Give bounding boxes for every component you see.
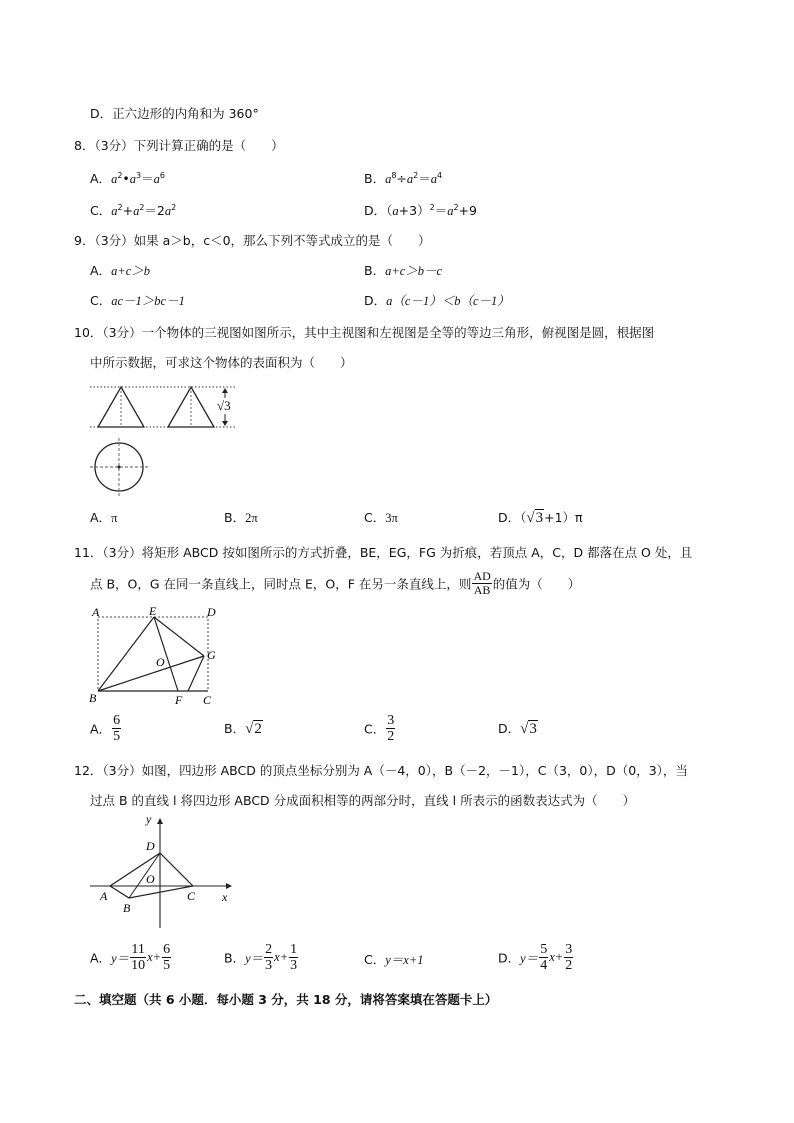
label-b: B [89, 691, 97, 705]
label-o: O [146, 872, 155, 886]
q9-option-d: D．a（c－1）＜b（c－1） [364, 293, 510, 308]
label-c: C [187, 889, 196, 903]
dimension-arrow-down [222, 421, 228, 426]
label-y: y [146, 814, 152, 826]
label-f: F [175, 693, 183, 707]
crease-eg [154, 617, 204, 656]
label-x: x [222, 890, 228, 904]
q10-option-b: B．2π [224, 510, 258, 525]
q8-option-d: D．$(a+3)^2=a^2+9$ [364, 203, 477, 218]
q9-option-c: C．ac－1＞bc－1 [90, 293, 185, 308]
q9-option-a: A．a+c＞b [90, 263, 151, 278]
y-axis-arrow [157, 818, 163, 824]
rectangle-abcd [98, 617, 208, 691]
q12-coordinate-figure [86, 814, 236, 932]
label-o: O [156, 655, 165, 669]
label-c: C [203, 693, 212, 707]
q11-stem-line2: 点 B，O，G 在同一条直线上，同时点 E，O，F 在另一条直线上，则 $\frac{AD}{AB}$ 的值为（ ） [90, 569, 581, 597]
label-d: D [146, 839, 155, 853]
top-view-center [118, 466, 121, 469]
q11-option-a: A． $\frac{6}{5}$ [90, 713, 121, 744]
q12-option-d: D．y＝ $\frac{5}{4}$ x+ $\frac{3}{2}$ [498, 942, 573, 973]
x-axis-arrow [226, 883, 232, 889]
q12-option-c: C．y＝x+1 [364, 952, 424, 967]
label-e: E [149, 606, 157, 618]
q10-option-a: A．π [90, 510, 118, 525]
label-g: G [207, 648, 216, 662]
q10-stem-line2: 中所示数据，可求这个物体的表面积为（ ） [90, 355, 353, 370]
q11-option-d: D．√3 [498, 721, 537, 737]
label-b: B [123, 901, 131, 915]
q10-stem-line1: 10．（3分）一个物体的三视图如图所示，其中主视图和左视图是全等的等边三角形，俯视图是圆，根据图 [74, 325, 655, 340]
q10-option-c: C．3π [364, 510, 398, 525]
q9-stem: 9．（3分）如果 a＞b，c＜0，那么下列不等式成立的是（ ） [74, 233, 431, 248]
line-bg [98, 656, 204, 691]
label-a: A [92, 606, 100, 619]
q9-option-b: B．a+c＞b－c [364, 263, 443, 278]
dimension-arrow-up [222, 388, 228, 393]
q10-dimension-label: √3 [217, 398, 231, 413]
q12-stem-line2: 过点 B 的直线 l 将四边形 ABCD 分成面积相等的两部分时，直线 l 所表示的函数表达式为（ ） [90, 793, 636, 808]
label-a: A [100, 889, 108, 903]
q10-option-d: D．（√3+1）π [498, 510, 583, 526]
q8-option-a: A．$a^2•a^3=a^6$ [90, 171, 165, 186]
crease-fg [188, 656, 204, 691]
q12-option-b: B．y＝ $\frac{2}{3}$ x+ $\frac{1}{3}$ [224, 942, 298, 973]
segment-bd [129, 853, 160, 898]
crease-be [98, 617, 154, 691]
line-ef [154, 617, 178, 691]
q8-option-c: C．$a^2+a^2=2a^2$ [90, 203, 177, 218]
q12-option-a: A．y＝ $\frac{11}{10}$ x+ $\frac{6}{5}$ [90, 942, 171, 973]
q7-option-d: D．正六边形的内角和为 360° [90, 106, 259, 121]
q11-option-c: C． $\frac{3}{2}$ [364, 713, 395, 744]
q8-option-b: B．$a^8\div a^2=a^4$ [364, 171, 443, 186]
label-d: D [207, 606, 216, 619]
q11-folding-figure [86, 606, 226, 708]
q11-stem-line1: 11．（3分）将矩形 ABCD 按如图所示的方式折叠，BE，EG，FG 为折痕，若顶点 A，C，D 都落在点 O 处，且 [74, 545, 693, 560]
q11-option-b: B．√2 [224, 721, 262, 737]
q8-stem: 8．（3分）下列计算正确的是（ ） [74, 138, 284, 153]
q12-stem-line1: 12．（3分）如图，四边形 ABCD 的顶点坐标分别为 A（－4，0），B（－2，－1），C（3，0），D（0，3），当 [74, 763, 688, 778]
section-2-heading: 二、填空题（共 6 小题．每小题 3 分，共 18 分，请将答案填在答题卡上） [74, 992, 498, 1007]
